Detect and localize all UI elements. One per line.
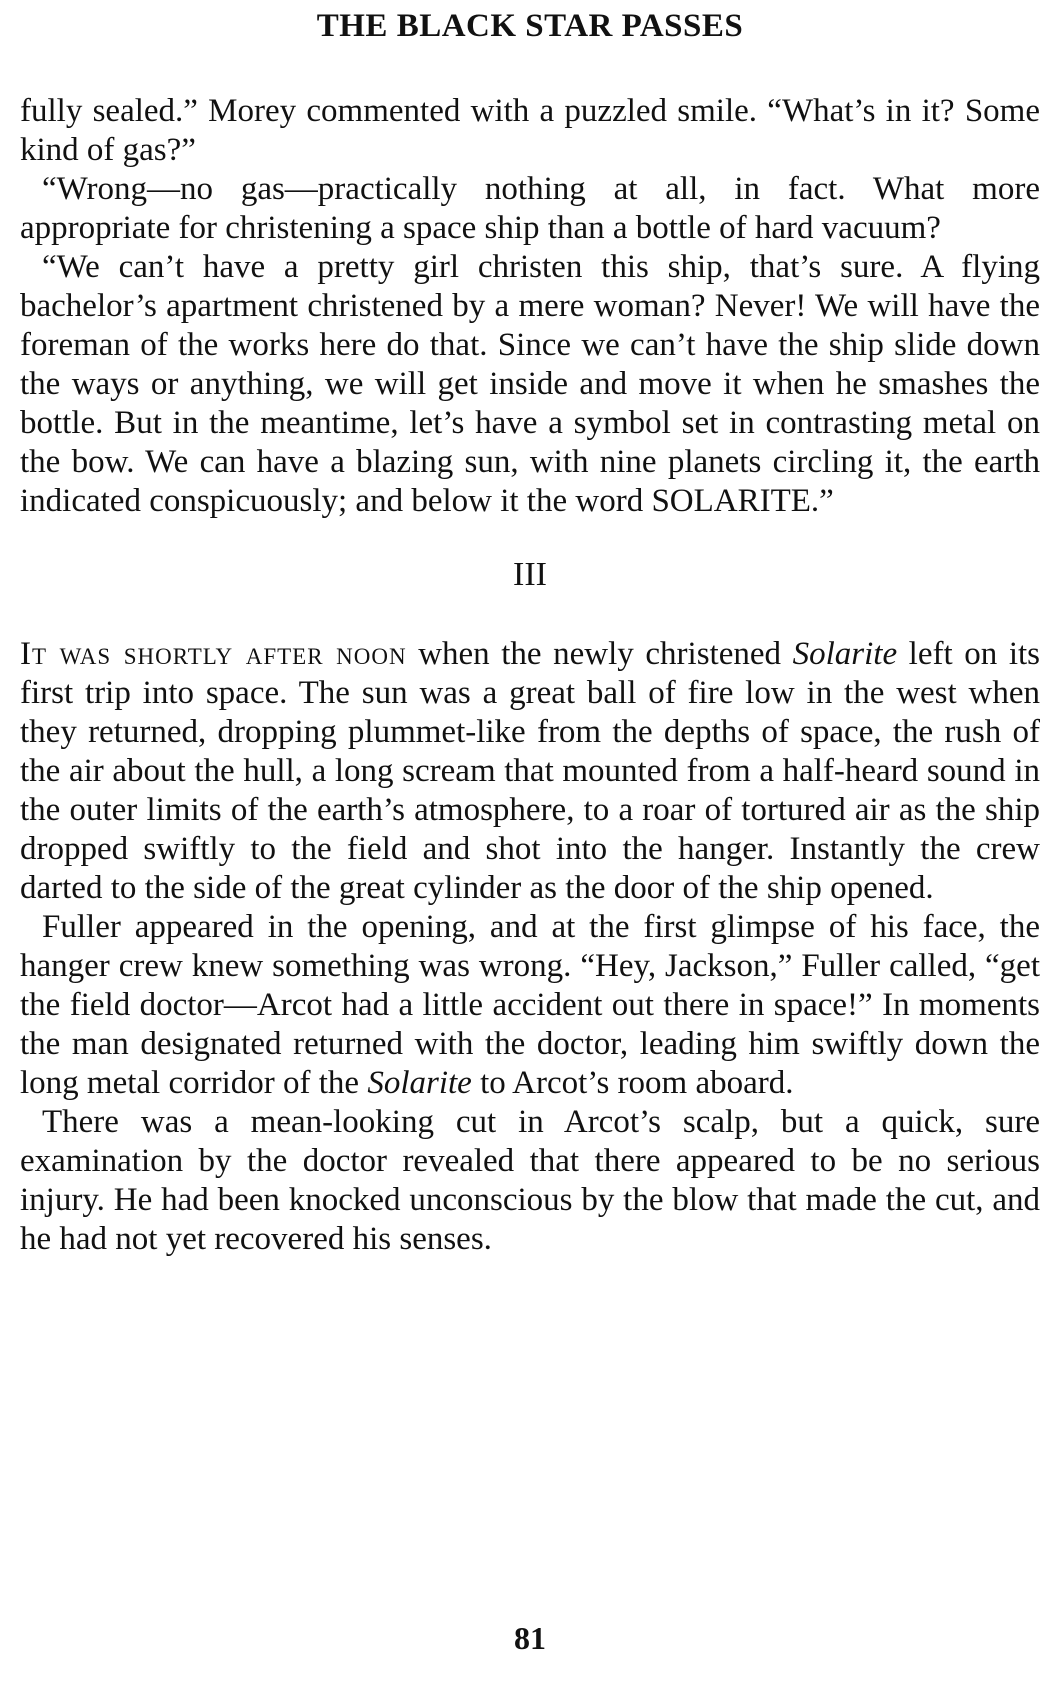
- fuller-ship-name: Solarite: [367, 1065, 472, 1101]
- paragraph-fuller: [20, 908, 1040, 1103]
- book-page: [20, 0, 1040, 1682]
- page-number: 81: [514, 1620, 546, 1656]
- fuller-part1: Fuller appeared in the opening, and at the first glimpse of his face, the hanger crew knew something was wrong. “Hey, Jackson,” Fuller called, “get the field doctor—Arcot had a little accident out there in space!” In moments the man designated returned with the doctor, leading him swiftly down the long metal corridor of the: [20, 909, 1040, 1101]
- body-text: [20, 92, 1040, 1259]
- opening-ship-name: Solarite: [792, 636, 898, 672]
- paragraph-fully-sealed: fully sealed.” Morey commented with a puzzled smile. “What’s in it? Some kind of gas?”: [20, 93, 1040, 168]
- opening-part1: when the newly christened: [406, 636, 793, 672]
- running-head: THE BLACK STAR PASSES: [316, 8, 744, 44]
- opening-smallcaps: It was shortly after noon: [20, 636, 407, 672]
- fuller-part2: to Arcot’s room aboard.: [471, 1065, 794, 1101]
- paragraph-mean-looking-cut: There was a mean-looking cut in Arcot’s scalp, but a quick, sure examination by the doctor revealed that there appeared to be no serious injury. He had been knocked unconscious by the blow that made the cut, and he had not yet recovered his senses.: [20, 1104, 1040, 1257]
- section-number: III: [513, 556, 547, 593]
- paragraph-pretty-girl: “We can’t have a pretty girl christen this ship, that’s sure. A flying bachelor’s apartment christened by a mere woman? Never! We will have the foreman of the works here do that. Since we can’t have the ship slide down the ways or anything, we will get inside and move it when he smashes the bottle. But in the meantime, let’s have a symbol set in contrasting metal on the bow. We can have a blazing sun, with nine planets circling it, the earth indicated conspicuously; and below it the word SOLARITE.”: [20, 249, 1040, 519]
- paragraph-opening: [20, 635, 1040, 908]
- paragraph-wrong-no-gas: “Wrong—no gas—practically nothing at all, in fact. What more appropriate for christening a space ship than a bottle of hard vacuum?: [20, 171, 1040, 246]
- opening-part2: left on its first trip into space. The sun was a great ball of fire low in the west when they returned, dropping plummet-like from the depths of space, the rush of the air about the hull, a long scream that mounted from a half-heard sound in the outer limits of the earth’s atmosphere, to a roar of tortured air as the ship dropped swiftly to the field and shot into the hanger. Instantly the crew darted to the side of the great cylinder as the door of the ship opened.: [20, 636, 1041, 906]
